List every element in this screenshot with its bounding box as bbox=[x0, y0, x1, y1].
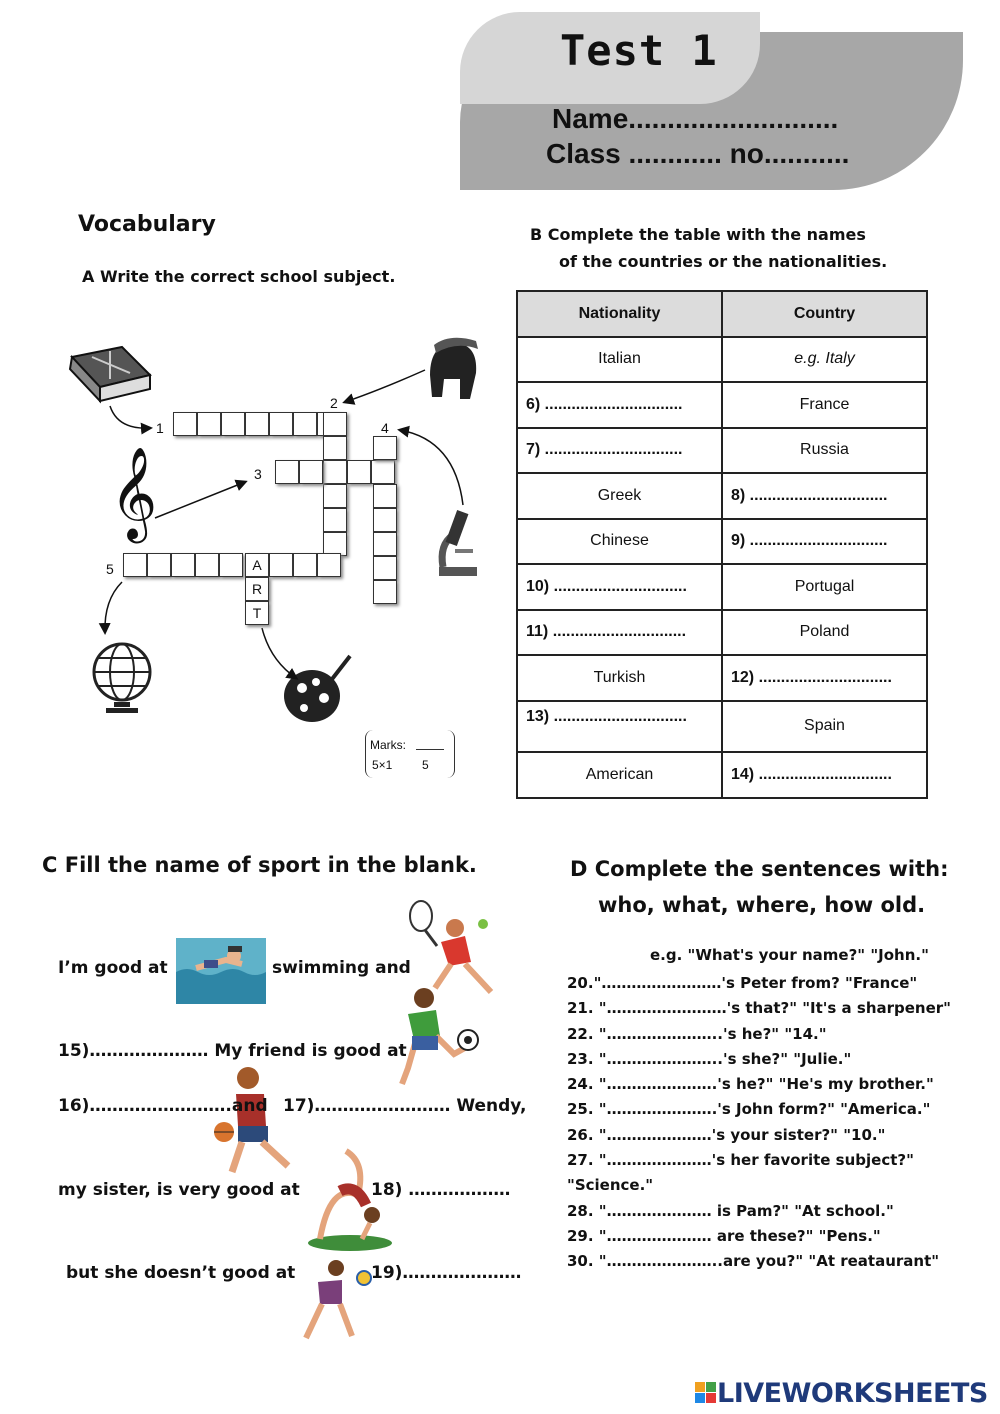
answer-blank-8[interactable]: 8) ............................... bbox=[722, 473, 927, 519]
answer-blank-10[interactable]: 10) .............................. bbox=[517, 564, 722, 610]
table-header-country: Country bbox=[722, 291, 927, 337]
section-a-instruction: A Write the correct school subject. bbox=[82, 267, 396, 286]
question-item-28[interactable]: 28. "………………… is Pam?" "At school." bbox=[567, 1201, 894, 1220]
table-cell: American bbox=[517, 752, 722, 798]
question-item-20[interactable]: 20."……………………'s Peter from? "France" bbox=[567, 974, 918, 992]
page-title: Test 1 bbox=[560, 26, 718, 75]
clue-number-4: 4 bbox=[381, 420, 389, 436]
crossword-cell[interactable] bbox=[195, 553, 219, 577]
answer-blank-6[interactable]: 6) ............................... bbox=[517, 382, 722, 428]
crossword-cell[interactable] bbox=[245, 412, 269, 436]
table-cell: Chinese bbox=[517, 519, 722, 565]
question-item-27[interactable]: 27. "…………………'s her favorite subject?" "Science." bbox=[567, 1151, 914, 1195]
crossword-cell[interactable] bbox=[173, 412, 197, 436]
logo-icon bbox=[695, 1382, 717, 1404]
sport-line-3a: 16)…………………….and bbox=[58, 1096, 268, 1116]
table-row bbox=[517, 655, 927, 701]
table-cell: Portugal bbox=[722, 564, 927, 610]
crossword-cell-given: A bbox=[245, 553, 269, 577]
question-item-22[interactable]: 22. "…………………..'s he?" "14." bbox=[567, 1024, 827, 1043]
section-c-heading: C Fill the name of sport in the blank. bbox=[42, 853, 477, 877]
vocabulary-heading: Vocabulary bbox=[78, 212, 216, 237]
table-row bbox=[517, 519, 927, 565]
sport-line-1a: I’m good at bbox=[58, 958, 168, 978]
crossword-cell[interactable] bbox=[171, 553, 195, 577]
sport-line-4b: 18) ……………… bbox=[371, 1180, 511, 1200]
crossword-cell[interactable] bbox=[373, 436, 397, 460]
clue-number-1: 1 bbox=[156, 420, 164, 436]
marks-formula: 5×1 bbox=[372, 758, 393, 772]
table-row bbox=[517, 752, 927, 798]
answer-blank-12[interactable]: 12) .............................. bbox=[722, 655, 927, 701]
crossword-cell[interactable] bbox=[269, 553, 293, 577]
table-row bbox=[517, 473, 927, 519]
answer-blank-9[interactable]: 9) ............................... bbox=[722, 519, 927, 565]
question-item-24[interactable]: 24. "………………….'s he?" "He's my brother." bbox=[567, 1075, 934, 1094]
crossword-cell[interactable] bbox=[323, 508, 347, 532]
section-d-words: who, what, where, how old. bbox=[598, 893, 926, 917]
table-cell: Turkish bbox=[517, 655, 722, 701]
table-cell: Greek bbox=[517, 473, 722, 519]
table-header-row bbox=[517, 291, 927, 337]
marks-total: 5 bbox=[422, 758, 429, 772]
table-cell: France bbox=[722, 382, 927, 428]
basketball-player-image bbox=[210, 1064, 302, 1180]
crossword-cell[interactable] bbox=[299, 460, 323, 484]
crossword-cell[interactable] bbox=[293, 412, 317, 436]
crossword-cell[interactable] bbox=[373, 580, 397, 604]
crossword-cell[interactable] bbox=[347, 460, 371, 484]
crossword-cell[interactable] bbox=[293, 553, 317, 577]
crossword-cell[interactable] bbox=[123, 553, 147, 577]
table-row bbox=[517, 610, 927, 656]
sport-line-1b: swimming and bbox=[272, 958, 411, 978]
marks-box bbox=[365, 730, 455, 778]
question-item-25[interactable]: 25. "………………….'s John form?" "America." bbox=[567, 1100, 931, 1119]
table-cell: Poland bbox=[722, 610, 927, 656]
clue-number-3: 3 bbox=[254, 466, 262, 482]
crossword-cell[interactable] bbox=[323, 460, 347, 484]
answer-blank-14[interactable]: 14) .............................. bbox=[722, 752, 927, 798]
sport-line-5a: but she doesn’t good at bbox=[66, 1263, 296, 1283]
question-item-30[interactable]: 30. "…………………..are you?" "At reataurant" bbox=[567, 1252, 940, 1271]
crossword-cell[interactable] bbox=[373, 508, 397, 532]
section-b-instruction bbox=[530, 221, 887, 275]
sport-line-5b: 19)………………… bbox=[371, 1263, 522, 1283]
table-row bbox=[517, 337, 927, 383]
crossword-cell[interactable] bbox=[197, 412, 221, 436]
crossword-cell[interactable] bbox=[371, 460, 395, 484]
clue-number-2: 2 bbox=[330, 395, 338, 411]
table-cell: Russia bbox=[722, 428, 927, 474]
clue-number-5: 5 bbox=[106, 561, 114, 577]
answer-blank-11[interactable]: 11) .............................. bbox=[517, 610, 722, 656]
section-d-example: e.g. "What's your name?" "John." bbox=[650, 946, 929, 964]
crossword-cell[interactable] bbox=[323, 484, 347, 508]
table-row bbox=[517, 701, 927, 753]
crossword-cell[interactable] bbox=[147, 553, 171, 577]
football-player-image bbox=[378, 984, 483, 1088]
crossword-cell[interactable] bbox=[221, 412, 245, 436]
crossword-cell[interactable] bbox=[373, 532, 397, 556]
crossword-cell[interactable] bbox=[219, 553, 243, 577]
liveworksheets-logo bbox=[695, 1378, 988, 1409]
table-row bbox=[517, 564, 927, 610]
nationality-table bbox=[516, 290, 928, 799]
table-header-nationality: Nationality bbox=[517, 291, 722, 337]
section-b-line2: of the countries or the nationalities. bbox=[559, 252, 888, 271]
crossword-cell[interactable] bbox=[373, 484, 397, 508]
svg-text:𝄞: 𝄞 bbox=[110, 446, 158, 539]
question-item-23[interactable]: 23. "…………………..'s she?" "Julie." bbox=[567, 1049, 852, 1068]
section-d-heading: D Complete the sentences with: bbox=[570, 857, 949, 881]
crossword-cell[interactable] bbox=[269, 412, 293, 436]
section-d-list bbox=[567, 971, 1000, 1275]
table-cell: Spain bbox=[722, 701, 927, 753]
crossword-cell[interactable] bbox=[323, 412, 347, 436]
volleyball-player-image bbox=[292, 1258, 374, 1344]
crossword-cell[interactable] bbox=[323, 436, 347, 460]
question-item-21[interactable]: 21. "……………………'s that?" "It's a sharpener" bbox=[567, 999, 951, 1018]
table-cell: Italian bbox=[517, 337, 722, 383]
crossword-cell[interactable] bbox=[373, 556, 397, 580]
sport-line-3b: 17)…………………… Wendy, bbox=[283, 1096, 527, 1116]
answer-blank-7[interactable]: 7) ............................... bbox=[517, 428, 722, 474]
table-cell: e.g. Italy bbox=[722, 337, 927, 383]
table-row bbox=[517, 428, 927, 474]
logo-text: LIVEWORKSHEETS bbox=[717, 1378, 988, 1409]
answer-blank-13[interactable]: 13) .............................. bbox=[517, 701, 722, 753]
swimming-image bbox=[176, 938, 266, 1004]
table-row bbox=[517, 382, 927, 428]
sport-line-2: 15)………………… My friend is good at bbox=[58, 1041, 407, 1061]
sport-line-4a: my sister, is very good at bbox=[58, 1180, 300, 1200]
crossword-cell-given: R bbox=[245, 577, 269, 601]
question-item-29[interactable]: 29. "………………… are these?" "Pens." bbox=[567, 1226, 881, 1245]
question-item-26[interactable]: 26. "…………………'s your sister?" "10." bbox=[567, 1125, 886, 1144]
name-line: Name........................... bbox=[552, 103, 839, 134]
section-b-line1: B Complete the table with the names bbox=[530, 225, 866, 244]
crossword-cell[interactable] bbox=[317, 553, 341, 577]
crossword-cell[interactable] bbox=[275, 460, 299, 484]
crossword-cell-given: T bbox=[245, 601, 269, 625]
class-line: Class ............ no........... bbox=[546, 138, 850, 169]
marks-label: Marks: bbox=[370, 738, 406, 752]
